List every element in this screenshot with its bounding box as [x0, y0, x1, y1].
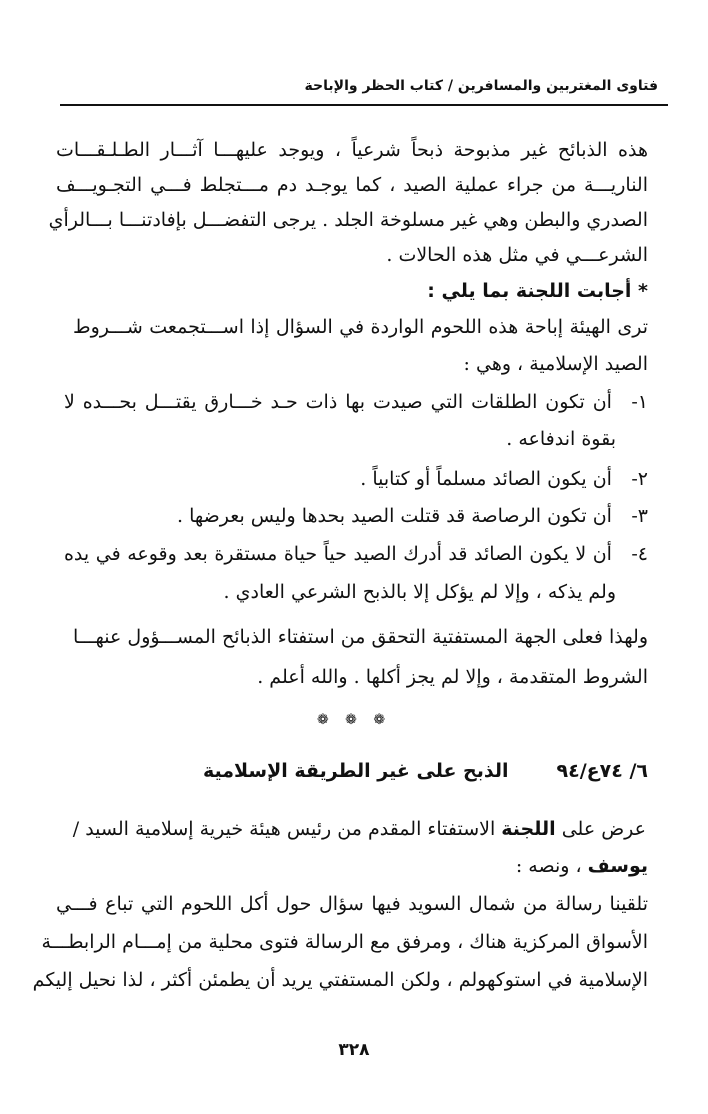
fatwa-intro-committee: اللجنة: [501, 818, 556, 840]
condition-number: ٢-: [631, 468, 648, 490]
condition-2: [56, 470, 648, 489]
header-rule: [60, 104, 668, 106]
answer-heading: * أجابت اللجنة بما يلي :: [427, 280, 648, 302]
answer-intro-line-2: الصيد الإسلامية ، وهي :: [463, 353, 648, 375]
page-number: ٣٢٨: [338, 1040, 370, 1060]
condition-number: ٣-: [631, 505, 648, 527]
fatwa-intro-rest: الاستفتاء المقدم من رئيس هيئة خيرية إسلامية السيد /: [72, 818, 502, 840]
running-header: فتاوى المغتربين والمسافرين / كتاب الحظر والإباحة: [304, 78, 658, 94]
fatwa-body-line-1: تلقينا رسالة من شمال السويد فيها سؤال حول أكل اللحوم التي تباع فـــي: [56, 893, 648, 915]
question-line-1: هذه الذبائح غير مذبوحة ذبحاً شرعياً ، ويوجد عليهـــا آثـــار الطـلـقـــات: [56, 139, 648, 161]
fatwa-intro-prefix: عرض على: [555, 818, 646, 840]
condition-text: أن تكون الطلقات التي صيدت بها ذات حـد خـــارق يقتـــل بحـــده لا: [63, 391, 612, 413]
section-ornament: ❁ ❁ ❁: [316, 712, 392, 728]
condition-4-continuation: ولم يذكه ، وإلا لم يؤكل إلا بالذبح الشرعي العادي .: [223, 581, 616, 603]
condition-3: [56, 507, 648, 526]
conclusion-line-1: ولهذا فعلى الجهة المستفتية التحقق من استفتاء الذبائح المســـؤول عنهـــا: [73, 626, 648, 648]
question-line-3: الصدري والبطن وهي غير مسلوخة الجلد . يرجى التفضـــل بإفادتنـــا بـــالرأي: [48, 209, 648, 231]
fatwa-intro-line: [73, 820, 646, 839]
conclusion-line-2: الشروط المتقدمة ، وإلا لم يجز أكلها . والله أعلم .: [257, 666, 648, 688]
condition-4: [56, 545, 648, 564]
fatwa-body-line-2: الأسواق المركزية هناك ، ومرفق مع الرسالة فتوى محلية من إمـــام الرابطـــة: [41, 931, 648, 953]
question-line-2: الناريـــة من جراء عملية الصيد ، كما يوجـد دم مـــتجلط فـــي التجـويـــف: [56, 174, 648, 196]
fatwa-requester-line: [516, 857, 648, 876]
fatwa-number: ٦/ ٧٤ع/٩٤: [556, 760, 648, 782]
condition-number: ٤-: [631, 543, 648, 565]
condition-text: أن لا يكون الصائد قد أدرك الصيد حياً حياة مستقرة بعد وقوعه في يده: [63, 543, 612, 565]
condition-text: أن يكون الصائد مسلماً أو كتابياً .: [360, 468, 612, 490]
fatwa-title: الذبح على غير الطريقة الإسلامية: [202, 760, 509, 782]
condition-text: أن تكون الرصاصة قد قتلت الصيد بحدها وليس بعرضها .: [177, 505, 612, 527]
fatwa-section-heading: [56, 760, 648, 782]
requester-rest: ، ونصه :: [515, 855, 588, 877]
fatwa-body-line-3: الإسلامية في استوكهولم ، ولكن المستفتي يريد أن يطمئن أكثر ، لذا نحيل إليكم: [32, 969, 648, 991]
condition-1-continuation: بقوة اندفاعه .: [506, 428, 616, 450]
question-line-4: الشرعـــي في مثل هذه الحالات .: [386, 244, 648, 266]
answer-intro-line-1: ترى الهيئة إباحة هذه اللحوم الواردة في السؤال إذا اســـتجمعت شـــروط: [73, 316, 648, 338]
condition-number: ١-: [631, 391, 648, 413]
requester-name: يوسف: [587, 855, 648, 877]
condition-1: [56, 393, 648, 412]
